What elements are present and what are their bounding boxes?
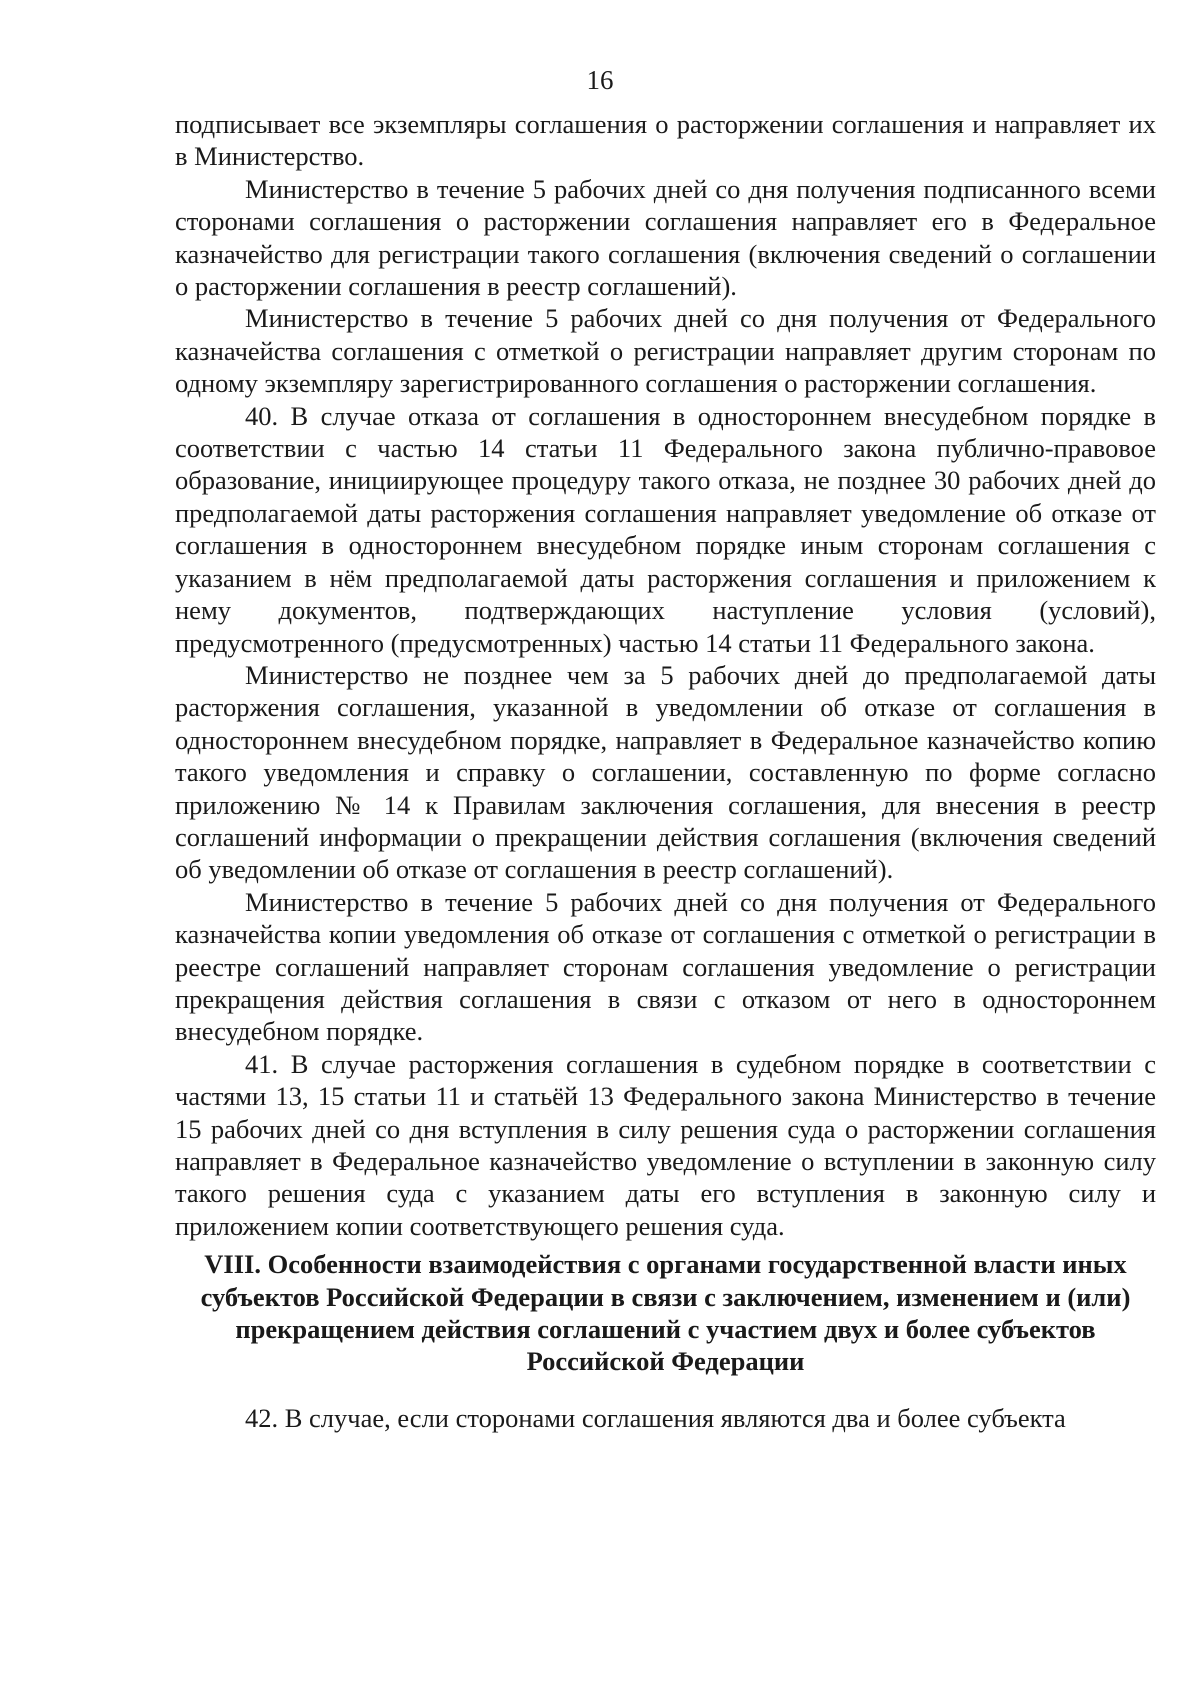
page-number: 16 — [586, 65, 614, 95]
section-heading: VIII. Особенности взаимодействия с органами государственной власти иных субъектов Российской Федерации в связи с заключением, изменением и (или) прекращением действия соглашений с участием двух и более субъектов Российской Федерации — [200, 1249, 1131, 1377]
paragraph: Министерство в течение 5 рабочих дней со дня получения от Федерального казначейства соглашения с отметкой о регистрации направляет другим сторонам по одному экземпляру зарегистрированного соглашения о расторжении соглашения. — [175, 303, 1156, 399]
paragraph-continuation: подписывает все экземпляры соглашения о расторжении соглашения и направляет их в Министерство. — [175, 109, 1156, 172]
paragraph-clause-42: 42. В случае, если сторонами соглашения являются два и более субъекта — [245, 1402, 1066, 1433]
paragraph-clause-41: 41. В случае расторжения соглашения в судебном порядке в соответствии с частями 13, 15 статьи 11 и статьёй 13 Федерального закона Министерство в течение 15 рабочих дней со дня вступления в силу решения суда о расторжении соглашения направляет в Федеральное казначейство уведомление о вступлении в законную силу такого решения суда с указанием даты его вступления в законную силу и приложением копии соответствующего решения суда. — [175, 1048, 1156, 1241]
paragraph: Министерство в течение 5 рабочих дней со дня получения от Федерального казначейства копии уведомления об отказе от соглашения с отметкой о регистрации в реестре соглашений направляет сторонам соглашения уведомление о регистрации прекращения действия соглашения в связи с отказом от него в одностороннем внесудебном порядке. — [175, 886, 1156, 1047]
paragraph: Министерство в течение 5 рабочих дней со дня получения подписанного всеми сторонами соглашения о расторжении соглашения направляет его в Федеральное казначейство для регистрации такого соглашения (включения сведений о соглашении о расторжении соглашения в реестр соглашений). — [175, 173, 1156, 302]
paragraph: Министерство не позднее чем за 5 рабочих дней до предполагаемой даты расторжения соглашения, указанной в уведомлении об отказе от соглашения в одностороннем внесудебном порядке, направляет в Федеральное казначейство копию такого уведомления и справку о соглашении, составленную по форме согласно приложению № 14 к Правилам заключения соглашения, для внесения в реестр соглашений информации о прекращении действия соглашения (включения сведений об уведомлении об отказе от соглашения в реестр соглашений). — [175, 659, 1156, 885]
document-body — [175, 108, 1156, 1434]
spacer — [175, 1378, 1156, 1402]
paragraph-clause-40: 40. В случае отказа от соглашения в одностороннем внесудебном порядке в соответствии с частью 14 статьи 11 Федерального закона публично-правовое образование, инициирующее процедуру такого отказа, не позднее 30 рабочих дней до предполагаемой даты расторжения соглашения направляет уведомление об отказе от соглашения в одностороннем внесудебном порядке иным сторонам соглашения с указанием в нём предполагаемой даты расторжения соглашения и приложением к нему документов, подтверждающих наступление условия (условий), предусмотренного (предусмотренных) частью 14 статьи 11 Федерального закона. — [175, 400, 1156, 658]
